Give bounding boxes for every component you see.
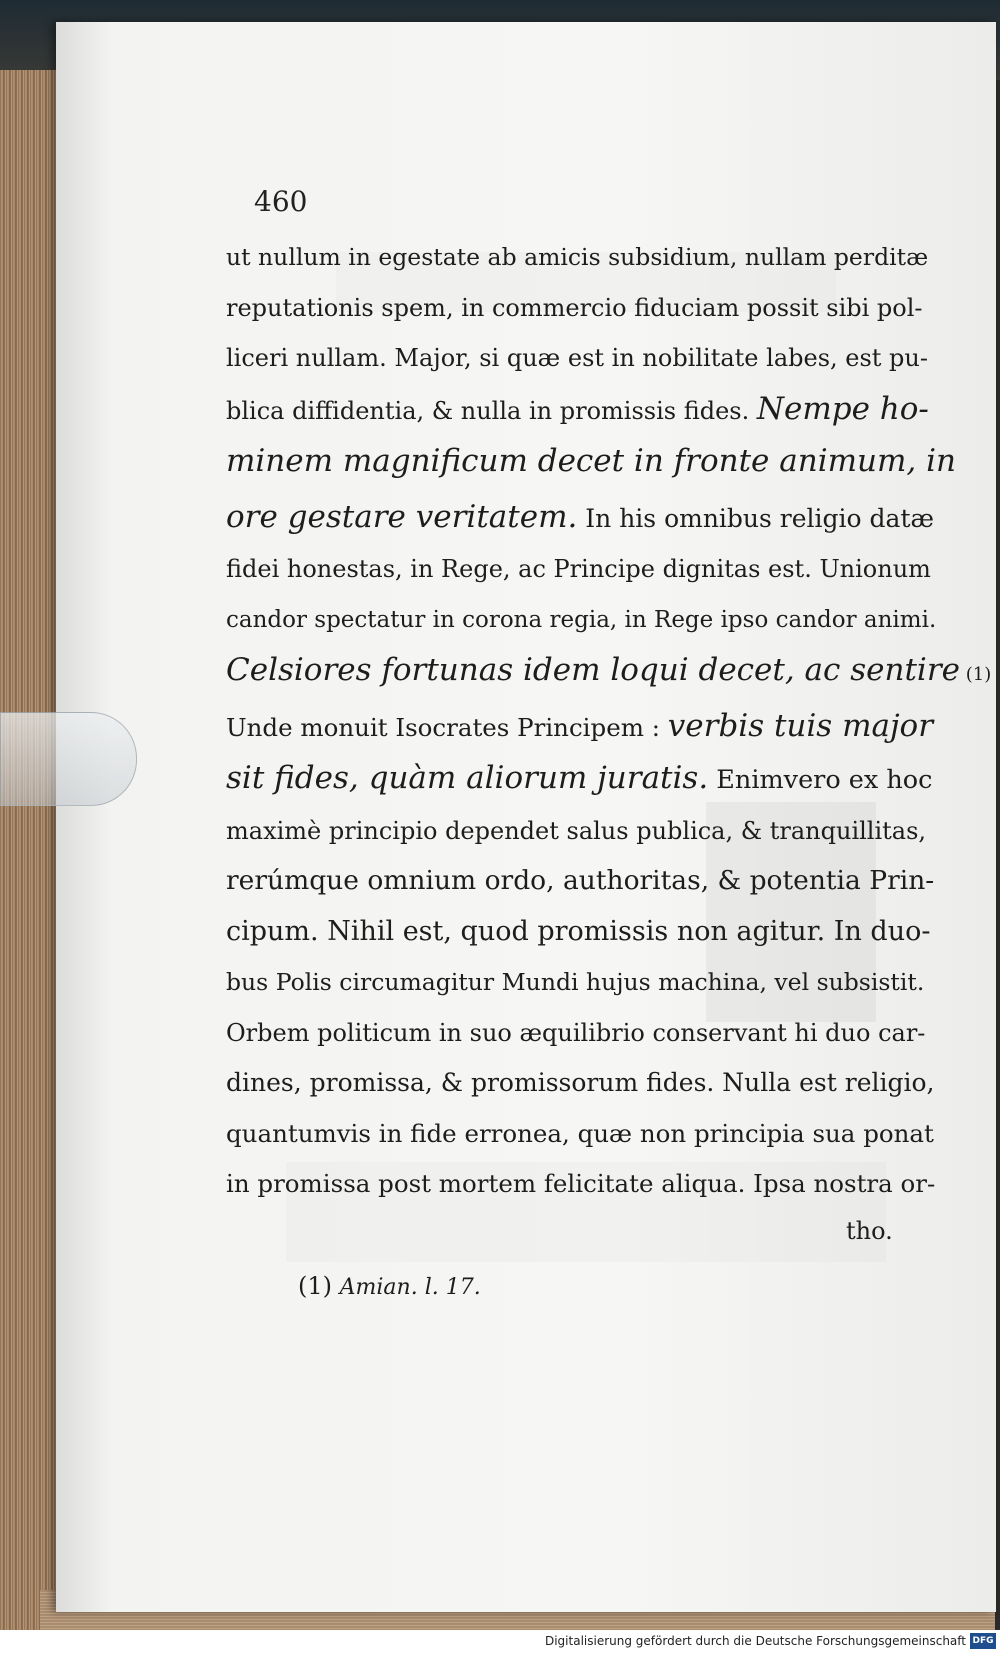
text-line [226, 544, 936, 595]
footnote [298, 1272, 481, 1300]
footnote-reference: Amian. l. 17. [339, 1275, 481, 1300]
roman-text: blica diffidentia, & nulla in promissis fides. [226, 396, 757, 425]
text-line [226, 957, 936, 1008]
text-line [226, 436, 956, 492]
digitization-credit: Digitalisierung gefördert durch die Deutsche Forschungsgemeinschaft [544, 1634, 966, 1648]
roman-text: quantumvis in fide erronea, quæ non principia sua ponat [226, 1118, 934, 1148]
roman-text: candor spectatur in corona regia, in Rege ipso candor animi. [226, 606, 937, 633]
italic-text: ore gestare veritatem. [226, 498, 578, 535]
roman-text: maximè principio dependet salus publica, & tranquillitas, [226, 816, 927, 845]
book-page [56, 22, 996, 1612]
roman-text: Orbem politicum in suo æquilibrio conservant hi duo car- [226, 1018, 926, 1047]
text-line [226, 701, 936, 754]
text-line [226, 645, 992, 701]
roman-text: bus Polis circumagitur Mundi hujus machina, vel subsistit. [226, 968, 925, 996]
roman-text: Enimvero ex hoc [708, 765, 933, 795]
italic-text: Nempe ho- [756, 390, 929, 427]
italic-text: sit fides, quàm aliorum juratis. [226, 760, 709, 796]
page-number: 460 [254, 185, 308, 218]
roman-text: rerúmque omnium ordo, authoritas, & potentia Prin- [226, 865, 935, 896]
text-line [226, 907, 936, 958]
roman-text: Unde monuit Isocrates Principem : [226, 712, 668, 742]
text-line [226, 384, 936, 437]
text-line [226, 1058, 936, 1109]
roman-text: (1) [960, 664, 992, 685]
text-line [226, 856, 936, 907]
text-line [226, 595, 936, 646]
text-line [226, 492, 936, 545]
body-text [226, 232, 992, 1210]
footnote-marker: (1) [298, 1272, 332, 1300]
italic-text: minem magnificum decet in fronte animum, in [226, 443, 956, 479]
book-fore-edge [0, 70, 62, 1630]
roman-text: cipum. Nihil est, quod promissis non agitur. In duo- [226, 915, 931, 947]
dfg-logo: DFG [970, 1633, 996, 1649]
page-clip [0, 712, 137, 806]
text-line [226, 232, 936, 283]
roman-text: reputationis spem, in commercio fiduciam possit sibi pol- [226, 293, 923, 322]
roman-text: ut nullum in egestate ab amicis subsidium, nullam perditæ [226, 243, 929, 271]
text-line [226, 1008, 936, 1059]
text-line [226, 806, 936, 857]
italic-text: verbis tuis major [667, 707, 934, 744]
roman-text: In his omnibus religio datæ [577, 503, 934, 533]
roman-text: liceri nullam. Major, si quæ est in nobilitate labes, est pu- [226, 344, 928, 372]
text-line [226, 333, 936, 384]
text-line [226, 1159, 936, 1210]
roman-text: dines, promissa, & promissorum fides. Nulla est religio, [226, 1068, 935, 1097]
roman-text: fidei honestas, in Rege, ac Principe dignitas est. Unionum [226, 555, 931, 583]
text-line [226, 1109, 936, 1160]
text-line [226, 753, 936, 806]
italic-text: Celsiores fortunas idem loqui decet, ac sentire [226, 652, 961, 688]
footer-bar [0, 1630, 1000, 1655]
roman-text: in promissa post mortem felicitate aliqua. Ipsa nostra or- [226, 1169, 936, 1198]
catchword: tho. [846, 1217, 893, 1245]
text-line [226, 283, 936, 334]
